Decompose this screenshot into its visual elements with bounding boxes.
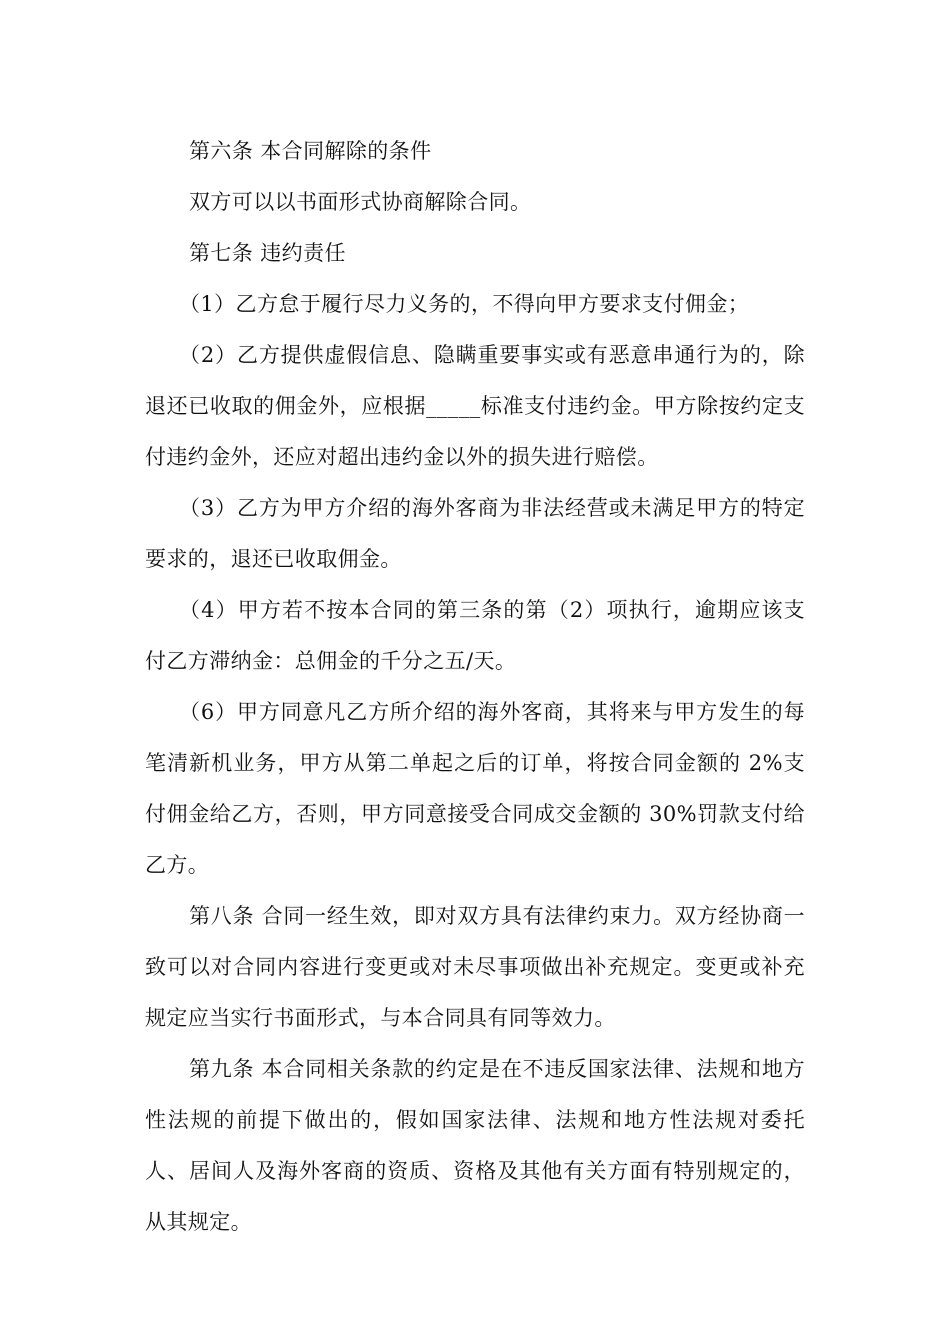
document-body xyxy=(145,126,805,1248)
article-6-text: 双方可以以书面形式协商解除合同。 xyxy=(189,190,532,214)
article-6-heading: 第六条 本合同解除的条件 xyxy=(189,139,432,163)
article-7-item-6: （6）甲方同意凡乙方所介绍的海外客商，其将来与甲方发生的每笔清新机业务，甲方从第二单起之后的订单，将按合同金额的 2%支付佣金给乙方，否则，甲方同意接受合同成交金额的 30%罚款支付给乙方。 xyxy=(145,700,805,877)
article-7-item-4: （4）甲方若不按本合同的第三条的第（2）项执行，逾期应该支付乙方滞纳金：总佣金的千分之五/天。 xyxy=(145,598,805,673)
article-9-text: 第九条 本合同相关条款的约定是在不违反国家法律、法规和地方性法规的前提下做出的，假如国家法律、法规和地方性法规对委托人、居间人及海外客商的资质、资格及其他有关方面有特别规定的，从其规定。 xyxy=(145,1057,805,1234)
article-7-heading: 第七条 违约责任 xyxy=(189,241,346,265)
article-7-item-2: （2）乙方提供虚假信息、隐瞒重要事实或有恶意串通行为的，除退还已收取的佣金外，应根据_____标准支付违约金。甲方除按约定支付违约金外，还应对超出违约金以外的损失进行赔偿。 xyxy=(145,343,805,469)
article-7-item-3: （3）乙方为甲方介绍的海外客商为非法经营或未满足甲方的特定要求的，退还已收取佣金。 xyxy=(145,496,805,571)
article-7-item-1: （1）乙方怠于履行尽力义务的，不得向甲方要求支付佣金； xyxy=(179,292,750,316)
article-8-text: 第八条 合同一经生效，即对双方具有法律约束力。双方经协商一致可以对合同内容进行变更或对未尽事项做出补充规定。变更或补充规定应当实行书面形式，与本合同具有同等效力。 xyxy=(145,904,805,1030)
